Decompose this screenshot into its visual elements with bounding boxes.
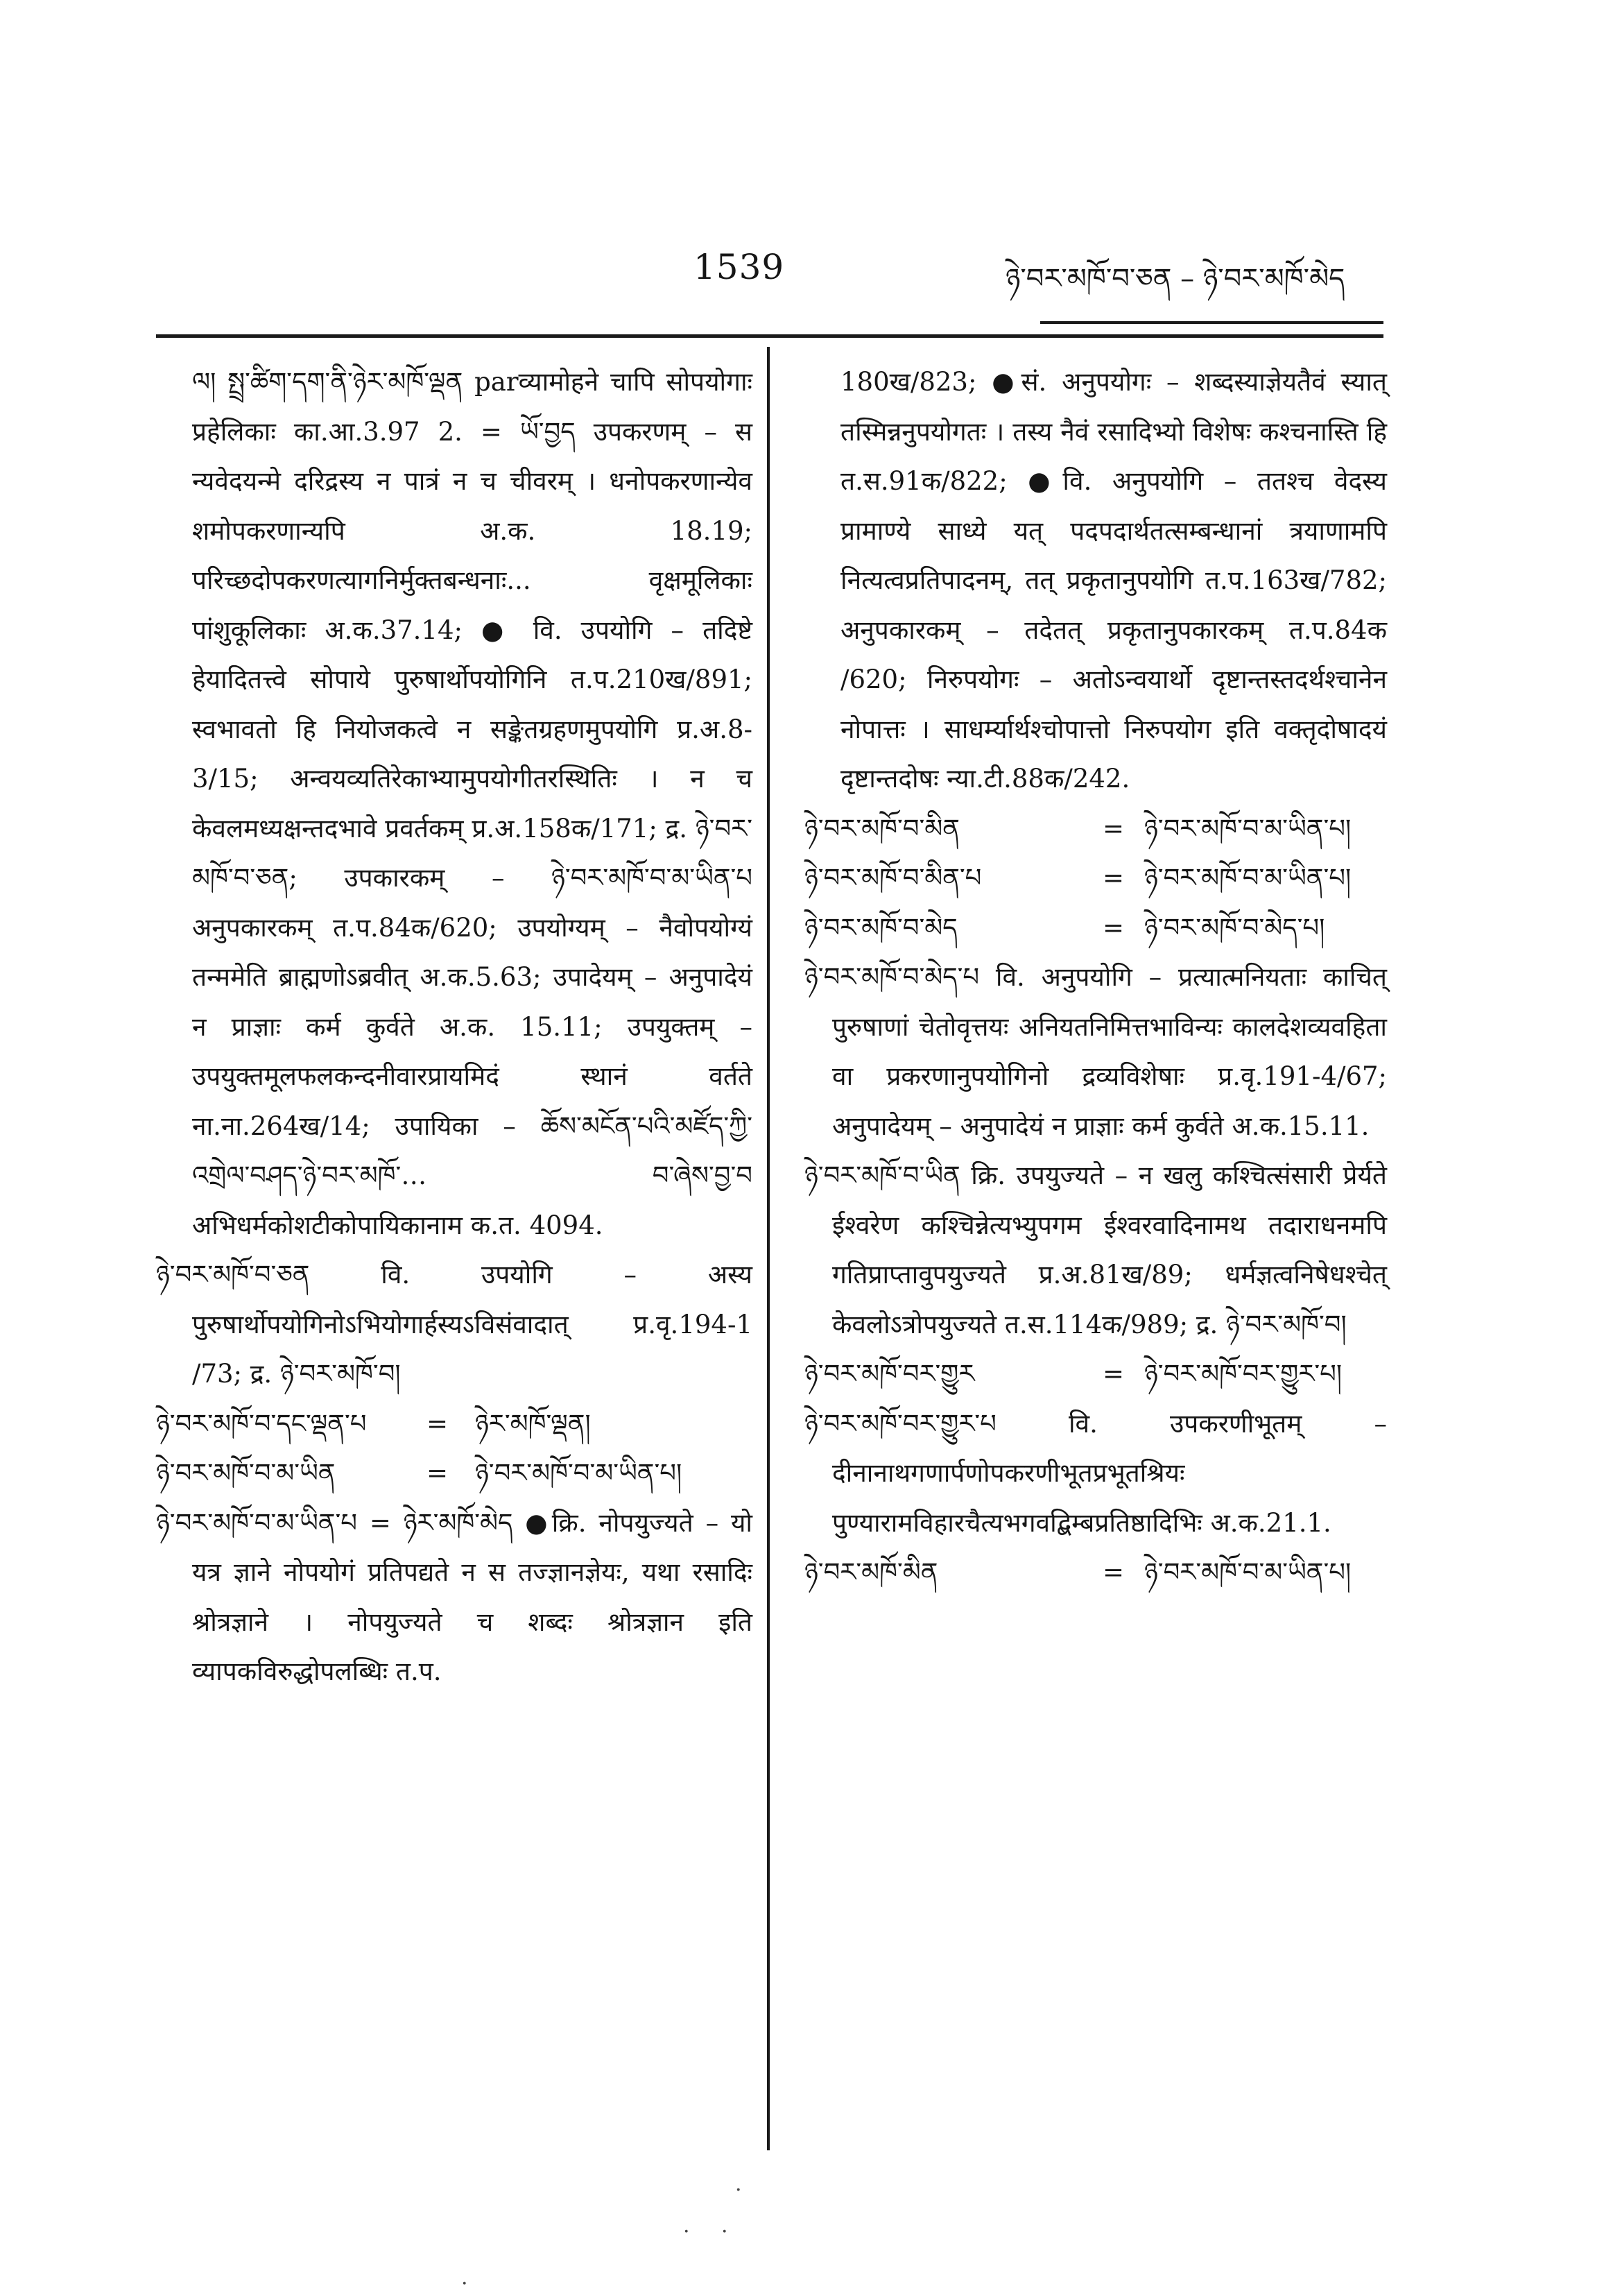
scan-speck: ·	[721, 2220, 728, 2244]
equals-sign: =	[1103, 1359, 1125, 1389]
equals-sign: =	[1103, 1557, 1125, 1587]
headword: ཉེ་བར་མཁོ་བ་དང་ལྡན་པ	[156, 1408, 367, 1439]
dictionary-entry: ཉེ་བར་མཁོ་བ་ཅན वि. उपयोगि – अस्य पुरुषार्थोपयोगिनोऽभियोगार्हस्यऽविसंवादात् प्र.वृ.194-1 /73; द्र. ཉེ་བར་མཁོ་བ།	[156, 1260, 752, 1389]
cross-reference-entry	[156, 1448, 752, 1498]
headword: ཉེ་བར་མཁོ་བ་མེད	[804, 912, 958, 943]
dictionary-entry: ཉེ་བར་མཁོ་བ་མེད་པ वि. अनुपयोगि – प्रत्यात्मनियताः काचित् पुरुषाणां चेतोवृत्तयः अनियतनिमित्तभाविन्यः कालदेशव्यवहिता वा प्रकरणानुपयोगिनो द्रव्यविशेषाः प्र.वृ.191-4/67; अनुपादेयम् – अनुपादेयं न प्राज्ञाः कर्म कुर्वते अ.क.15.11.	[804, 962, 1387, 1141]
continued-entry: ལ། སྤྲ་ཚིག་དག་ནི་ཉེར་མཁོ་ལྡན parव्यामोहने चापि सोपयोगाः प्रहेलिकाः का.आ.3.97 2. = ཡོ་བྱད उपकरणम् – स न्यवेदयन्मे दरिद्रस्य न पात्रं न च चीवरम् । धनोपकरणान्येव शमोपकरणान्यपि अ.क. 18.19; परिच्छदोपकरणत्यागनिर्मुक्तबन्धनाः... वृक्षमूलिकाः पांशुकूलिकाः अ.क.37.14; ● वि. उपयोगि – तदिष्टे हेयादितत्त्वे सोपाये पुरुषार्थोपयोगिनि त.प.210ख/891; स्वभावतो हि नियोजकत्वे न सङ्केतग्रहणमुपयोगि प्र.अ.8-3/15; अन्वयव्यतिरेकाभ्यामुपयोगीतरस्थितिः । न च केवलमध्यक्षन्तदभावे प्रवर्तकम् प्र.अ.158क/171; द्र. ཉེ་བར་མཁོ་བ་ཅན; उपकारकम् – ཉེ་བར་མཁོ་བ་མ་ཡིན་པ अनुपकारकम् त.प.84क/620; उपयोग्यम् – नैवोपयोग्यं तन्ममेति ब्राह्मणोऽब्रवीत् अ.क.5.63; उपादेयम् – अनुपादेयं न प्राज्ञाः कर्म कुर्वते अ.क. 15.11; उपयुक्तम् – उपयुक्तमूलफलकन्दनीवारप्रायमिदं स्थानं वर्तते ना.ना.264ख/14; उपायिका – ཆོས་མངོན་པའི་མཛོད་ཀྱི་འགྲེལ་བཤད་ཉེ་བར་མཁོ་… བ་ཞེས་བྱ་བ अभिधर्मकोशटीकोपायिकानाम क.त. 4094.	[192, 367, 752, 1240]
cross-reference-entry	[804, 804, 1387, 854]
equals-sign: =	[1103, 863, 1125, 893]
headword: ཉེ་བར་མཁོ་བ་མ་ཡིན	[156, 1458, 336, 1488]
equals-sign: =	[1103, 912, 1125, 943]
scan-speck: ·	[735, 2178, 742, 2202]
cross-reference-entry	[804, 1548, 1387, 1597]
equals-sign: =	[426, 1458, 449, 1488]
header-rule	[156, 334, 1383, 338]
dictionary-entry: ཉེ་བར་མཁོ་བར་གྱུར་པ वि. उपकरणीभूतम् – दीनानाथगणार्पणोपकरणीभूतप्रभूतश्रियः पुण्यारामविहारचैत्यभगवद्बिम्बप्रतिष्ठादिभिः अ.क.21.1.	[804, 1408, 1387, 1538]
target-word: ཉེ་བར་མཁོ་བ་མ་ཡིན་པ།	[1144, 1557, 1352, 1587]
equals-sign: =	[426, 1408, 449, 1439]
target-word: ཉེ་བར་མཁོ་བ་མ་ཡིན་པ།	[475, 1458, 682, 1488]
target-word: ཉེར་མཁོ་ལྡན།	[475, 1408, 591, 1439]
right-column	[804, 357, 1387, 1597]
target-word: ཉེ་བར་མཁོ་བར་གྱུར་པ།	[1144, 1359, 1343, 1389]
dictionary-entry: ཉེ་བར་མཁོ་བ་ཡིན क्रि. उपयुज्यते – न खलु कश्चित्संसारी प्रेर्यते ईश्वरेण कश्चिन्नेत्यभ्युपगम ईश्वरवादिनामथ तदाराधनमपि गतिप्राप्तावुपयुज्यते प्र.अ.81ख/89; धर्मज्ञत्वनिषेधश्चेत् केवलोऽत्रोपयुज्यते त.स.114क/989; द्र. ཉེ་བར་མཁོ་བ།	[804, 1160, 1387, 1339]
scan-speck: ·	[683, 2220, 690, 2244]
cross-reference-entry	[804, 903, 1387, 953]
equals-sign: =	[1103, 813, 1125, 843]
column-divider	[767, 347, 770, 2150]
headword: ཉེ་བར་མཁོ་བ་མིན་པ	[804, 863, 982, 893]
page-number: 1539	[693, 247, 785, 287]
target-word: ཉེ་བར་མཁོ་བ་མེད་པ།	[1144, 912, 1325, 943]
cross-reference-entry	[804, 853, 1387, 903]
headword: ཉེ་བར་མཁོ་བར་གྱུར	[804, 1359, 975, 1389]
headword: ཉེ་བར་མཁོ་མིན	[804, 1557, 938, 1587]
running-head: ཉེ་བར་མཁོ་བ་ཅན – ཉེ་བར་མཁོ་མེད	[1006, 263, 1345, 295]
cross-reference-entry	[804, 1349, 1387, 1399]
cross-reference-entry	[156, 1399, 752, 1449]
header-rule-short	[1040, 321, 1383, 324]
left-column	[156, 357, 752, 1697]
target-word: ཉེ་བར་མཁོ་བ་མ་ཡིན་པ།	[1144, 863, 1352, 893]
continued-entry: 180ख/823; ●सं. अनुपयोगः – शब्दस्याज्ञेयतैवं स्यात् तस्मिन्ननुपयोगतः । तस्य नैवं रसादिभ्यो विशेषः कश्चनास्ति हि त.स.91क/822; ●वि. अनुपयोगि – ततश्च वेदस्य प्रामाण्ये साध्ये यत् पदपदार्थतत्सम्बन्धानां त्रयाणामपि नित्यत्वप्रतिपादनम्, तत् प्रकृतानुपयोगि त.प.163ख/782; अनुपकारकम् – तदेतत् प्रकृतानुपकारकम् त.प.84क /620; निरुपयोगः – अतोऽन्वयार्थो दृष्टान्तस्तदर्थश्चानेन नोपात्तः । साधर्म्यार्थश्चोपात्तो निरुपयोग इति वक्तृदोषादयं दृष्टान्तदोषः न्या.टी.88क/242.	[840, 367, 1387, 794]
target-word: ཉེ་བར་མཁོ་བ་མ་ཡིན་པ།	[1144, 813, 1352, 843]
dictionary-entry: ཉེ་བར་མཁོ་བ་མ་ཡིན་པ = ཉེར་མཁོ་མེད ●क्रि. नोपयुज्यते – यो यत्र ज्ञाने नोपयोगं प्रतिपद्यते न स तज्ज्ञानज्ञेयः, यथा रसादिः श्रोत्रज्ञाने । नोपयुज्यते च शब्दः श्रोत्रज्ञान इति व्यापकविरुद्धोपलब्धिः त.प.	[156, 1507, 752, 1686]
headword: ཉེ་བར་མཁོ་བ་མིན	[804, 813, 960, 843]
scan-speck: ·	[461, 2272, 468, 2296]
